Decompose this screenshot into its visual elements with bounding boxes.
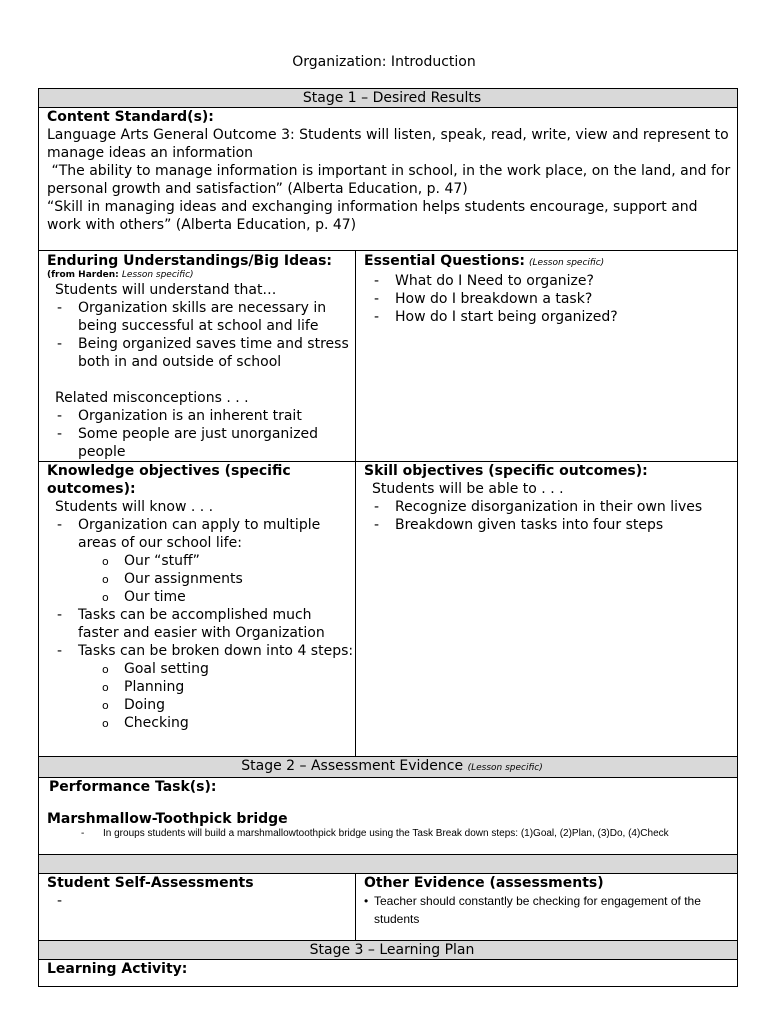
stage3-header-row	[39, 941, 738, 960]
sub-list-item: o Planning	[102, 678, 355, 696]
skill-list	[364, 498, 737, 534]
list-item: • Teacher should constantly be checking for engagement of the students	[364, 892, 737, 928]
self-assessments-label: Student Self-Assessments	[47, 875, 254, 891]
list-item: - Recognize disorganization in their own lives	[374, 498, 737, 516]
list-item: - How do I breakdown a task?	[374, 290, 737, 308]
enduring-sublabel-source: (from Harden:	[47, 270, 119, 280]
stage1-header-row	[39, 89, 738, 108]
task-detail-list	[47, 828, 737, 840]
skill-label: Skill objectives (specific outcomes):	[364, 463, 648, 479]
ubd-planning-table	[38, 88, 738, 987]
list-item: - Being organized saves time and stress both in and outside of school	[57, 335, 355, 371]
stage2-header-row	[39, 757, 738, 778]
list-item: - Organization is an inherent trait	[57, 407, 355, 425]
enduring-understandings-cell	[39, 251, 356, 462]
skill-objectives-cell	[356, 462, 738, 757]
list-item: - How do I start being organized?	[374, 308, 737, 326]
stage2-heading: Stage 2 – Assessment Evidence	[241, 758, 464, 774]
essential-list	[364, 272, 737, 326]
learning-activity-row	[39, 960, 738, 987]
essential-tag: (Lesson specific)	[529, 258, 605, 268]
learning-activity-cell	[39, 960, 738, 987]
list-item	[57, 642, 355, 732]
list-item: - What do I Need to organize?	[374, 272, 737, 290]
enduring-label: Enduring Understandings/Big Ideas:	[47, 253, 333, 269]
knowledge-list	[47, 516, 355, 732]
sub-list-item: o Doing	[102, 696, 355, 714]
gray-spacer	[39, 855, 738, 874]
gray-spacer-row	[39, 855, 738, 874]
performance-task-row	[39, 778, 738, 855]
knowledge-sublist	[78, 660, 355, 732]
content-standards-label: Content Standard(s):	[47, 109, 214, 125]
misconceptions-label: Related misconceptions . . .	[55, 390, 249, 406]
enduring-sublabel	[47, 270, 355, 281]
stage1-heading: Stage 1 – Desired Results	[39, 89, 738, 108]
enduring-sublabel-tag: Lesson specific)	[121, 270, 194, 280]
learning-activity-label: Learning Activity:	[47, 961, 188, 977]
stage2-heading-cell	[39, 757, 738, 778]
list-item: - Breakdown given tasks into four steps	[374, 516, 737, 534]
content-standard-line: “Skill in managing ideas and exchanging information helps students encourage, support and work with others” (Alberta Education, p. 47)	[47, 199, 698, 233]
essential-questions-cell	[356, 251, 738, 462]
content-standards-cell	[39, 108, 738, 251]
list-item: - In groups students will build a marshmallowtoothpick bridge using the Task Break down steps: (1)Goal, (2)Plan, (3)Do, (4)Check	[81, 828, 737, 840]
task-title: Marshmallow-Toothpick bridge	[47, 811, 288, 827]
sub-list-item: o Goal setting	[102, 660, 355, 678]
list-item-text: Organization can apply to multiple areas of our school life:	[78, 517, 321, 551]
performance-task-cell	[39, 778, 738, 855]
sub-list-item: o Our “stuff”	[102, 552, 355, 570]
sub-list-item: o Our assignments	[102, 570, 355, 588]
skill-intro: Students will be able to . . .	[372, 481, 564, 497]
list-item	[57, 516, 355, 606]
self-assessments-cell	[39, 874, 356, 941]
list-item: - Organization skills are necessary in being successful at school and life	[57, 299, 355, 335]
other-evidence-label: Other Evidence (assessments)	[364, 875, 604, 891]
misconceptions-list	[47, 407, 355, 461]
page-title: Organization: Introduction	[292, 54, 476, 70]
other-evidence-list	[364, 892, 737, 928]
other-evidence-cell	[356, 874, 738, 941]
content-standards-row	[39, 108, 738, 251]
assessments-row	[39, 874, 738, 941]
objectives-row	[39, 462, 738, 757]
sub-list-item: o Our time	[102, 588, 355, 606]
content-standard-line: Language Arts General Outcome 3: Students will listen, speak, read, write, view and represent to manage ideas an information	[47, 127, 729, 161]
knowledge-intro: Students will know . . .	[55, 499, 214, 515]
knowledge-sublist	[78, 552, 355, 606]
essential-label: Essential Questions:	[364, 253, 526, 269]
list-item: - Some people are just unorganized people	[57, 425, 355, 461]
enduring-list	[47, 299, 355, 371]
understandings-row	[39, 251, 738, 462]
sub-list-item: o Checking	[102, 714, 355, 732]
knowledge-objectives-cell	[39, 462, 356, 757]
list-item: - Tasks can be accomplished much faster and easier with Organization	[57, 606, 355, 642]
knowledge-label: Knowledge objectives (specific outcomes):	[47, 463, 291, 497]
stage2-tag: (Lesson specific)	[467, 763, 543, 773]
list-item-text: Tasks can be broken down into 4 steps:	[78, 643, 354, 659]
essential-heading	[364, 252, 737, 272]
content-standard-line: “The ability to manage information is important in school, in the work place, on the land, and for personal growth and satisfaction” (Alberta Education, p. 47)	[47, 163, 735, 197]
performance-label: Performance Task(s):	[49, 779, 217, 795]
stage3-heading: Stage 3 – Learning Plan	[39, 941, 738, 960]
enduring-intro: Students will understand that…	[55, 282, 277, 298]
